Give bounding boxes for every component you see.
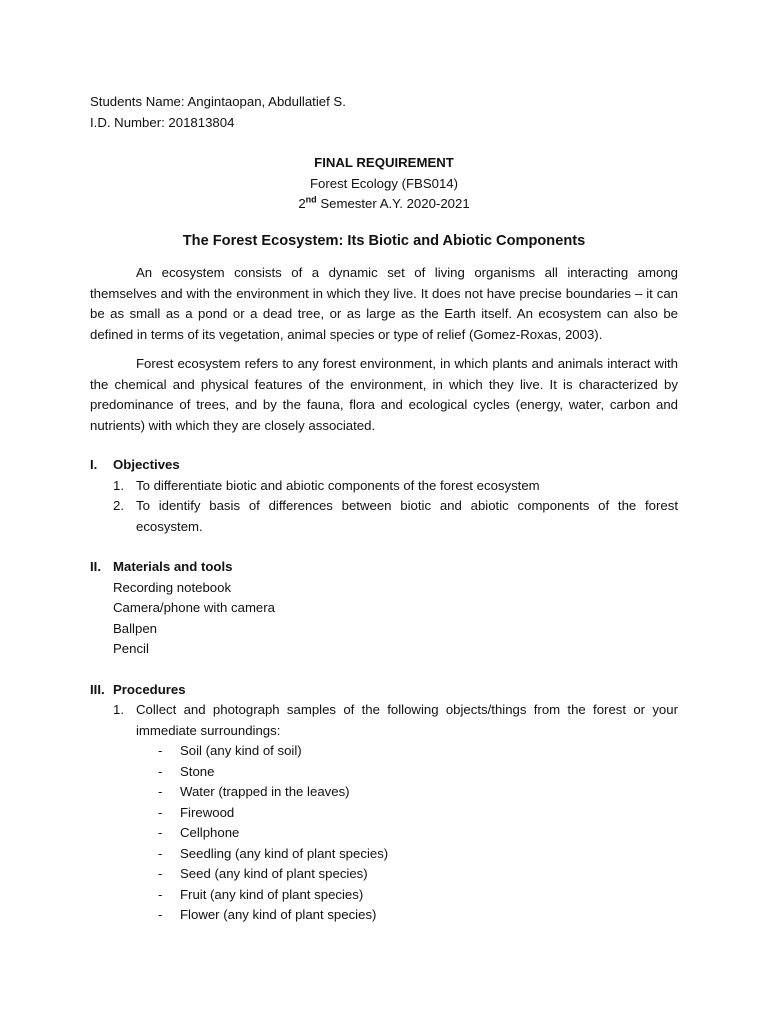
semester-line xyxy=(90,194,678,215)
sample-text: Soil (any kind of soil) xyxy=(180,743,302,758)
section-title: Materials and tools xyxy=(113,559,233,574)
dash-bullet: - xyxy=(158,866,163,881)
sample-item xyxy=(90,885,678,906)
materials-list xyxy=(90,578,678,660)
id-number: I.D. Number: 201813804 xyxy=(90,114,235,130)
section-number: I. xyxy=(90,457,98,472)
sample-text: Flower (any kind of plant species) xyxy=(180,907,377,922)
dash-bullet: - xyxy=(158,825,163,840)
paragraph-forest-ecosystem: Forest ecosystem refers to any forest environment, in which plants and animals interact with the chemical and physical features of the environment, in which they live. It is characterized by predominance of trees, and by the fauna, flora and ecological cycles (energy, water, carbon and nutrients) with which they are closely associated. xyxy=(90,356,678,433)
sample-item xyxy=(90,844,678,865)
sample-text: Seed (any kind of plant species) xyxy=(180,866,368,881)
list-item: Recording notebook xyxy=(113,579,232,595)
course-subject: Forest Ecology (FBS014) xyxy=(309,175,459,191)
sample-text: Stone xyxy=(180,763,215,779)
item-text: To differentiate biotic and abiotic components of the forest ecosystem xyxy=(136,477,540,493)
section-title: Procedures xyxy=(113,681,186,697)
sample-item xyxy=(90,782,678,803)
section-materials-heading xyxy=(90,557,678,578)
dash-bullet: - xyxy=(158,763,163,779)
sample-item xyxy=(90,762,678,783)
sample-item xyxy=(90,905,678,926)
objectives-list xyxy=(90,476,678,538)
sample-item xyxy=(90,864,678,885)
item-number: 1. xyxy=(113,477,124,493)
item-text: Collect and photograph samples of the following objects/things from the forest or your immediate surroundings: xyxy=(136,702,678,738)
dash-bullet: - xyxy=(158,907,163,922)
section-procedures-heading xyxy=(90,680,678,701)
samples-list xyxy=(90,741,678,926)
item-number: 2. xyxy=(113,498,124,513)
requirement-heading: FINAL REQUIREMENT xyxy=(314,155,454,170)
semester-text: Semester A.Y. 2020-2021 xyxy=(316,196,470,211)
sample-text: Firewood xyxy=(180,804,235,820)
sample-item xyxy=(90,741,678,762)
semester-superscript: nd xyxy=(305,194,317,205)
dash-bullet: - xyxy=(158,804,163,820)
dash-bullet: - xyxy=(158,886,163,902)
paragraph-ecosystem: An ecosystem consists of a dynamic set of living organisms all interacting among themselves and with the environment in which they live. It does not have precise boundaries – it can be as small as a pond or a dead tree, or as large as the Earth itself. An ecosystem can also be defined in terms of its vegetation, animal species or type of relief (Gomez-Roxas, 2003). xyxy=(90,265,678,342)
section-number: II. xyxy=(90,559,101,574)
list-item xyxy=(90,476,678,497)
document-title: The Forest Ecosystem: Its Biotic and Abiotic Components xyxy=(182,232,586,249)
dash-bullet: - xyxy=(158,784,163,799)
procedures-list xyxy=(90,700,678,741)
document-content xyxy=(90,92,678,926)
semester-number: 2 xyxy=(298,196,306,211)
list-item: Ballpen xyxy=(113,620,157,636)
section-number: III. xyxy=(90,681,105,697)
section-title: Objectives xyxy=(113,457,180,472)
sample-item xyxy=(90,803,678,824)
item-text: To identify basis of differences between biotic and abiotic components of the forest ecosystem. xyxy=(136,498,678,534)
list-item: Pencil xyxy=(113,641,149,656)
sample-text: Seedling (any kind of plant species) xyxy=(180,845,389,861)
dash-bullet: - xyxy=(158,845,163,861)
student-name: Students Name: Angintaopan, Abdullatief S. xyxy=(90,94,346,109)
list-item xyxy=(90,700,678,741)
item-number: 1. xyxy=(113,702,124,717)
sample-text: Water (trapped in the leaves) xyxy=(180,784,350,799)
list-item: Camera/phone with camera xyxy=(113,600,275,615)
sample-text: Fruit (any kind of plant species) xyxy=(180,886,364,902)
sample-text: Cellphone xyxy=(180,825,240,840)
sample-item xyxy=(90,823,678,844)
section-objectives-heading xyxy=(90,455,678,476)
dash-bullet: - xyxy=(158,743,163,758)
list-item xyxy=(90,496,678,537)
